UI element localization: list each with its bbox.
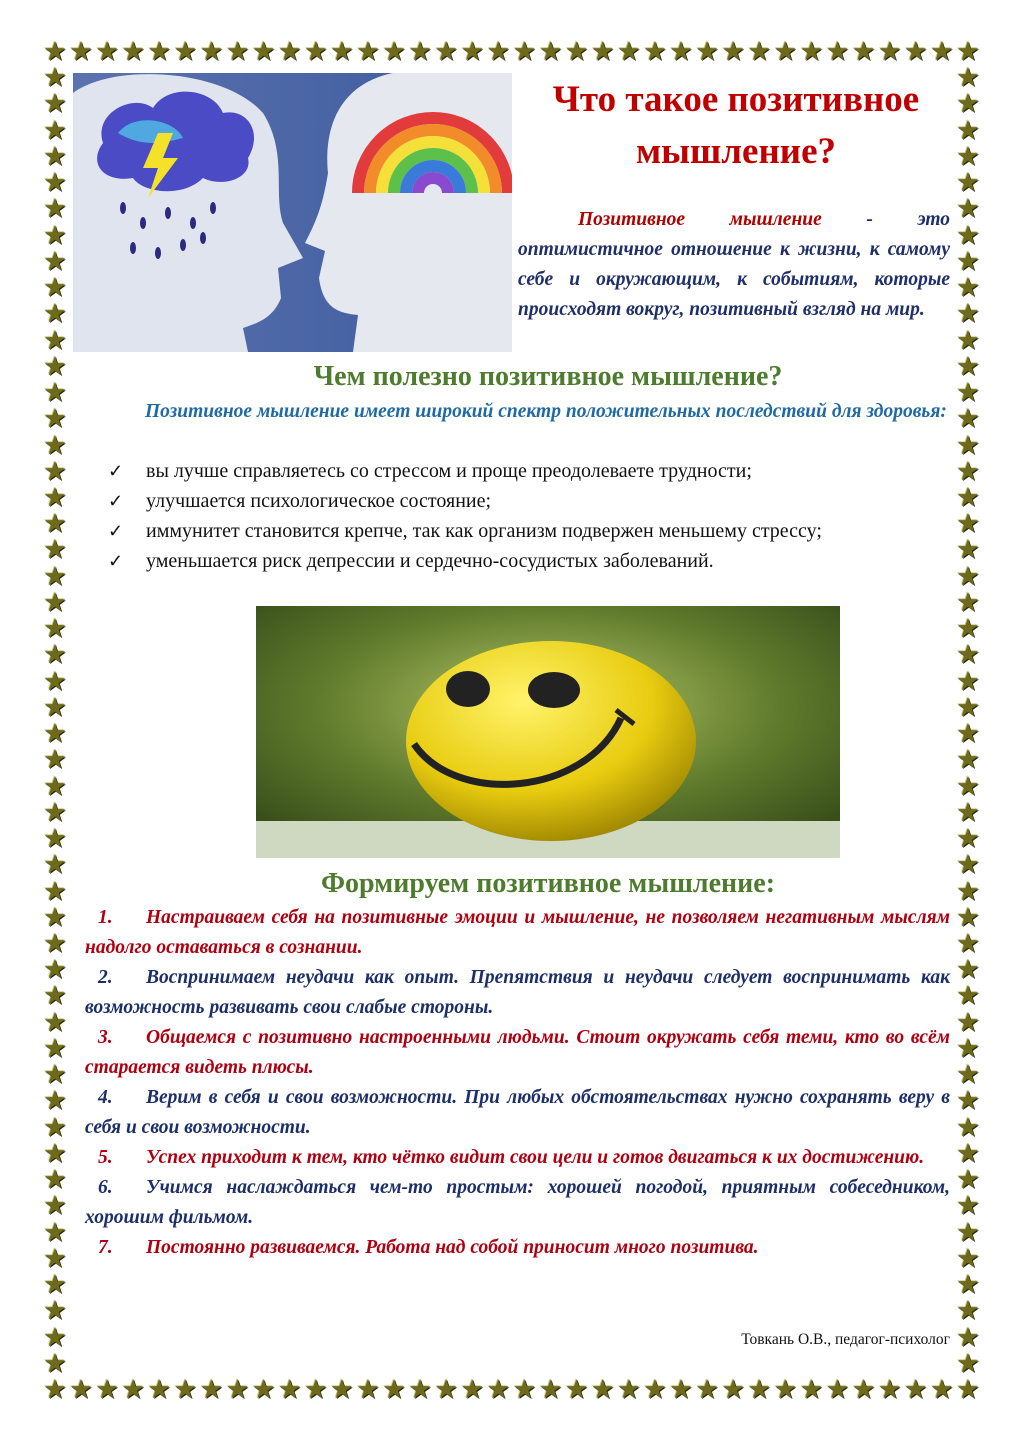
star-icon: ★ (43, 220, 67, 250)
star-icon: ★ (43, 902, 67, 932)
star-icon: ★ (956, 981, 980, 1011)
star-icon: ★ (956, 561, 980, 591)
star-icon: ★ (956, 89, 980, 119)
star-icon: ★ (512, 1375, 537, 1404)
star-icon: ★ (956, 614, 980, 644)
star-icon: ★ (747, 37, 771, 66)
star-icon: ★ (43, 1243, 67, 1273)
star-icon: ★ (43, 456, 67, 486)
star-icon: ★ (956, 378, 980, 408)
star-icon: ★ (43, 561, 67, 591)
star-icon: ★ (43, 63, 67, 93)
benefits-intro (85, 397, 950, 427)
step-text: Постоянно развиваемся. Работа над собой приносит много позитива. (146, 1237, 759, 1258)
star-icon: ★ (878, 37, 902, 66)
star-icon: ★ (956, 1086, 980, 1116)
star-icon: ★ (956, 1375, 980, 1404)
star-icon: ★ (956, 797, 980, 827)
star-icon: ★ (669, 37, 693, 66)
star-icon: ★ (43, 929, 67, 958)
star-icon: ★ (852, 37, 876, 66)
star-icon: ★ (43, 955, 67, 985)
star-icon: ★ (930, 1375, 954, 1404)
star-icon: ★ (956, 771, 980, 801)
definition-term: Позитивное мышление (578, 209, 822, 230)
star-icon: ★ (43, 614, 67, 644)
star-icon: ★ (956, 692, 980, 722)
step-item (85, 1023, 950, 1083)
star-icon: ★ (460, 1375, 485, 1404)
star-icon: ★ (512, 37, 537, 66)
benefit-item (108, 456, 968, 486)
star-icon: ★ (43, 719, 67, 749)
star-icon: ★ (43, 797, 67, 827)
definition-text: - это оптимистичное отношение к жизни, к самому себе и окружающим, к событиям, которые происходят вокруг, позитивный взгляд на мир. (518, 209, 950, 320)
benefit-text: улучшается психологическое состояние; (146, 490, 492, 512)
check-icon: ✓ (108, 551, 124, 571)
star-icon: ★ (591, 37, 615, 66)
heads-storm-rainbow-illustration (73, 73, 512, 352)
star-icon: ★ (695, 37, 719, 66)
star-icon: ★ (43, 1322, 67, 1352)
star-icon: ★ (825, 1375, 850, 1404)
star-icon: ★ (43, 299, 67, 329)
step-number: 2. (98, 967, 113, 988)
star-icon: ★ (43, 246, 67, 276)
star-icon: ★ (408, 37, 432, 66)
star-icon: ★ (956, 299, 980, 329)
star-icon: ★ (43, 115, 67, 145)
star-icon: ★ (434, 37, 458, 66)
star-icon: ★ (173, 37, 198, 66)
star-icon: ★ (460, 37, 485, 66)
star-icon: ★ (43, 1165, 67, 1195)
star-icon: ★ (43, 535, 67, 565)
benefit-item (108, 516, 968, 546)
star-icon: ★ (956, 273, 980, 303)
star-icon: ★ (408, 1375, 432, 1404)
benefits-list (108, 456, 968, 576)
star-icon: ★ (43, 404, 67, 434)
star-icon: ★ (330, 1375, 354, 1404)
star-icon: ★ (173, 1375, 198, 1404)
star-icon: ★ (95, 37, 119, 66)
star-icon: ★ (382, 37, 406, 66)
step-text: Учимся наслаждаться чем-то простым: хорошей погодой, приятным собеседником, хорошим фильмом. (85, 1177, 950, 1228)
star-icon: ★ (956, 404, 980, 434)
star-icon: ★ (43, 1060, 67, 1090)
star-icon: ★ (43, 1375, 67, 1404)
star-icon: ★ (747, 1375, 771, 1404)
star-icon: ★ (799, 37, 824, 66)
star-icon: ★ (956, 719, 980, 749)
star-icon: ★ (669, 1375, 693, 1404)
star-icon: ★ (956, 1060, 980, 1090)
step-item (85, 1143, 950, 1173)
step-number: 5. (98, 1147, 113, 1168)
star-icon: ★ (956, 587, 980, 617)
step-item (85, 1083, 950, 1143)
star-icon: ★ (956, 1112, 980, 1142)
star-icon: ★ (43, 1138, 67, 1168)
star-icon: ★ (121, 37, 145, 66)
star-icon: ★ (956, 745, 980, 775)
star-icon: ★ (199, 1375, 224, 1404)
step-text: Общаемся с позитивно настроенными людьми. Стоит окружать себя теми, кто во всём старается видеть плюсы. (85, 1027, 950, 1078)
star-icon: ★ (825, 37, 850, 66)
star-icon: ★ (486, 1375, 511, 1404)
star-icon: ★ (956, 325, 980, 355)
star-icon: ★ (43, 666, 67, 696)
step-text: Воспринимаем неудачи как опыт. Препятствия и неудачи следует воспринимать как возможность развивать свои слабые стороны. (85, 967, 950, 1018)
star-icon: ★ (956, 63, 980, 93)
star-icon: ★ (956, 456, 980, 486)
star-icon: ★ (147, 37, 171, 66)
star-icon: ★ (43, 1112, 67, 1142)
star-icon: ★ (565, 37, 589, 66)
star-icon: ★ (43, 587, 67, 617)
star-icon: ★ (43, 640, 67, 670)
star-icon: ★ (199, 37, 224, 66)
check-icon: ✓ (108, 521, 124, 541)
star-icon: ★ (956, 850, 980, 880)
star-icon: ★ (43, 1348, 67, 1378)
star-icon: ★ (773, 37, 798, 66)
star-icon: ★ (43, 1086, 67, 1116)
step-number: 6. (98, 1177, 113, 1198)
star-icon: ★ (43, 824, 67, 854)
star-icon: ★ (565, 1375, 589, 1404)
star-icon: ★ (956, 141, 980, 171)
step-text: Успех приходит к тем, кто чётко видит свои цели и готов двигаться к их достижению. (146, 1147, 925, 1168)
star-icon: ★ (486, 37, 511, 66)
star-icon: ★ (956, 1033, 980, 1063)
page-title (516, 74, 956, 178)
star-icon: ★ (304, 37, 328, 66)
step-text: Верим в себя и свои возможности. При любых обстоятельствах нужно сохранять веру в себя и свои возможности. (85, 1087, 950, 1138)
star-icon: ★ (121, 1375, 145, 1404)
star-icon: ★ (43, 378, 67, 408)
step-text: Настраиваем себя на позитивные эмоции и мышление, не позволяем негативным мыслям надолго оставаться в сознании. (85, 907, 950, 958)
step-number: 1. (98, 907, 113, 928)
star-icon: ★ (956, 1322, 980, 1352)
star-icon: ★ (95, 1375, 119, 1404)
star-icon: ★ (956, 1217, 980, 1247)
star-icon: ★ (956, 1243, 980, 1273)
star-icon: ★ (956, 535, 980, 565)
star-icon: ★ (643, 37, 667, 66)
star-icon: ★ (43, 745, 67, 775)
star-icon: ★ (43, 141, 67, 171)
star-icon: ★ (43, 1033, 67, 1063)
star-icon: ★ (43, 509, 67, 539)
star-icon: ★ (956, 1007, 980, 1037)
step-number: 7. (98, 1237, 113, 1258)
star-icon: ★ (956, 351, 980, 381)
benefits-intro-text: Позитивное мышление имеет широкий спектр положительных последствий для здоровья: (145, 401, 947, 422)
star-icon: ★ (799, 1375, 824, 1404)
star-icon: ★ (904, 37, 928, 66)
star-icon: ★ (43, 483, 67, 512)
star-icon: ★ (356, 1375, 380, 1404)
star-icon: ★ (721, 37, 745, 66)
star-icon: ★ (956, 929, 980, 958)
star-icon: ★ (956, 1348, 980, 1378)
benefit-item (108, 486, 968, 516)
star-icon: ★ (330, 37, 354, 66)
star-icon: ★ (904, 1375, 928, 1404)
star-icon: ★ (956, 115, 980, 145)
star-icon: ★ (43, 89, 67, 119)
star-icon: ★ (278, 1375, 302, 1404)
star-icon: ★ (43, 37, 67, 66)
step-item (85, 1173, 950, 1233)
star-icon: ★ (956, 824, 980, 854)
star-icon: ★ (147, 1375, 171, 1404)
star-icon: ★ (43, 771, 67, 801)
benefits-heading: Чем полезно позитивное мышление? (313, 361, 783, 392)
star-icon: ★ (930, 37, 954, 66)
star-icon: ★ (252, 1375, 276, 1404)
star-icon: ★ (956, 876, 980, 906)
star-icon: ★ (956, 640, 980, 670)
star-icon: ★ (278, 37, 302, 66)
star-icon: ★ (43, 692, 67, 722)
star-icon: ★ (43, 1296, 67, 1326)
star-icon: ★ (43, 430, 67, 460)
star-icon: ★ (591, 1375, 615, 1404)
author-signature: Товкань О.В., педагог-психолог (741, 1331, 950, 1348)
title-line-2: мышление? (635, 131, 837, 172)
star-icon: ★ (956, 902, 980, 932)
step-number: 4. (98, 1087, 113, 1108)
benefit-text: уменьшается риск депрессии и сердечно-сосудистых заболеваний. (146, 550, 714, 572)
star-icon: ★ (434, 1375, 458, 1404)
star-icon: ★ (695, 1375, 719, 1404)
star-icon: ★ (956, 194, 980, 224)
star-icon: ★ (43, 325, 67, 355)
steps-list (85, 903, 950, 1263)
star-icon: ★ (382, 1375, 406, 1404)
star-icon: ★ (956, 1296, 980, 1326)
star-icon: ★ (956, 509, 980, 539)
star-icon: ★ (956, 1191, 980, 1221)
star-icon: ★ (43, 194, 67, 224)
step-item (85, 963, 950, 1023)
definition-paragraph (518, 205, 950, 325)
step-item (85, 903, 950, 963)
step-number: 3. (98, 1027, 113, 1048)
star-icon: ★ (878, 1375, 902, 1404)
star-icon: ★ (956, 168, 980, 198)
star-icon: ★ (43, 850, 67, 880)
star-icon: ★ (43, 168, 67, 198)
star-icon: ★ (956, 246, 980, 276)
star-icon: ★ (304, 1375, 328, 1404)
star-icon: ★ (956, 955, 980, 985)
star-icon: ★ (69, 37, 93, 66)
star-icon: ★ (956, 666, 980, 696)
star-icon: ★ (617, 37, 641, 66)
star-icon: ★ (538, 37, 563, 66)
forming-heading: Формируем позитивное мышление: (320, 868, 776, 899)
star-icon: ★ (43, 273, 67, 303)
star-icon: ★ (956, 220, 980, 250)
check-icon: ✓ (108, 491, 124, 511)
smiley-ball-photo (256, 606, 840, 858)
title-line-1: Что такое позитивное (552, 79, 920, 120)
star-icon: ★ (617, 1375, 641, 1404)
benefit-text: иммунитет становится крепче, так как организм подвержен меньшему стрессу; (146, 520, 822, 542)
check-icon: ✓ (108, 461, 124, 481)
star-icon: ★ (956, 37, 980, 66)
star-icon: ★ (773, 1375, 798, 1404)
star-icon: ★ (956, 1165, 980, 1195)
star-icon: ★ (852, 1375, 876, 1404)
star-icon: ★ (956, 430, 980, 460)
star-icon: ★ (43, 876, 67, 906)
star-icon: ★ (956, 483, 980, 512)
star-icon: ★ (43, 1007, 67, 1037)
benefit-item (108, 546, 968, 576)
star-icon: ★ (43, 351, 67, 381)
star-icon: ★ (538, 1375, 563, 1404)
star-icon: ★ (43, 1270, 67, 1300)
star-icon: ★ (721, 1375, 745, 1404)
star-icon: ★ (956, 1270, 980, 1300)
star-icon: ★ (356, 37, 380, 66)
star-icon: ★ (643, 1375, 667, 1404)
star-icon: ★ (225, 1375, 250, 1404)
star-icon: ★ (225, 37, 250, 66)
star-icon: ★ (956, 1138, 980, 1168)
star-icon: ★ (43, 1217, 67, 1247)
star-icon: ★ (69, 1375, 93, 1404)
star-icon: ★ (43, 981, 67, 1011)
step-item (85, 1233, 950, 1263)
star-icon: ★ (43, 1191, 67, 1221)
benefit-text: вы лучше справляетесь со стрессом и проще преодолеваете трудности; (146, 460, 752, 482)
star-icon: ★ (252, 37, 276, 66)
